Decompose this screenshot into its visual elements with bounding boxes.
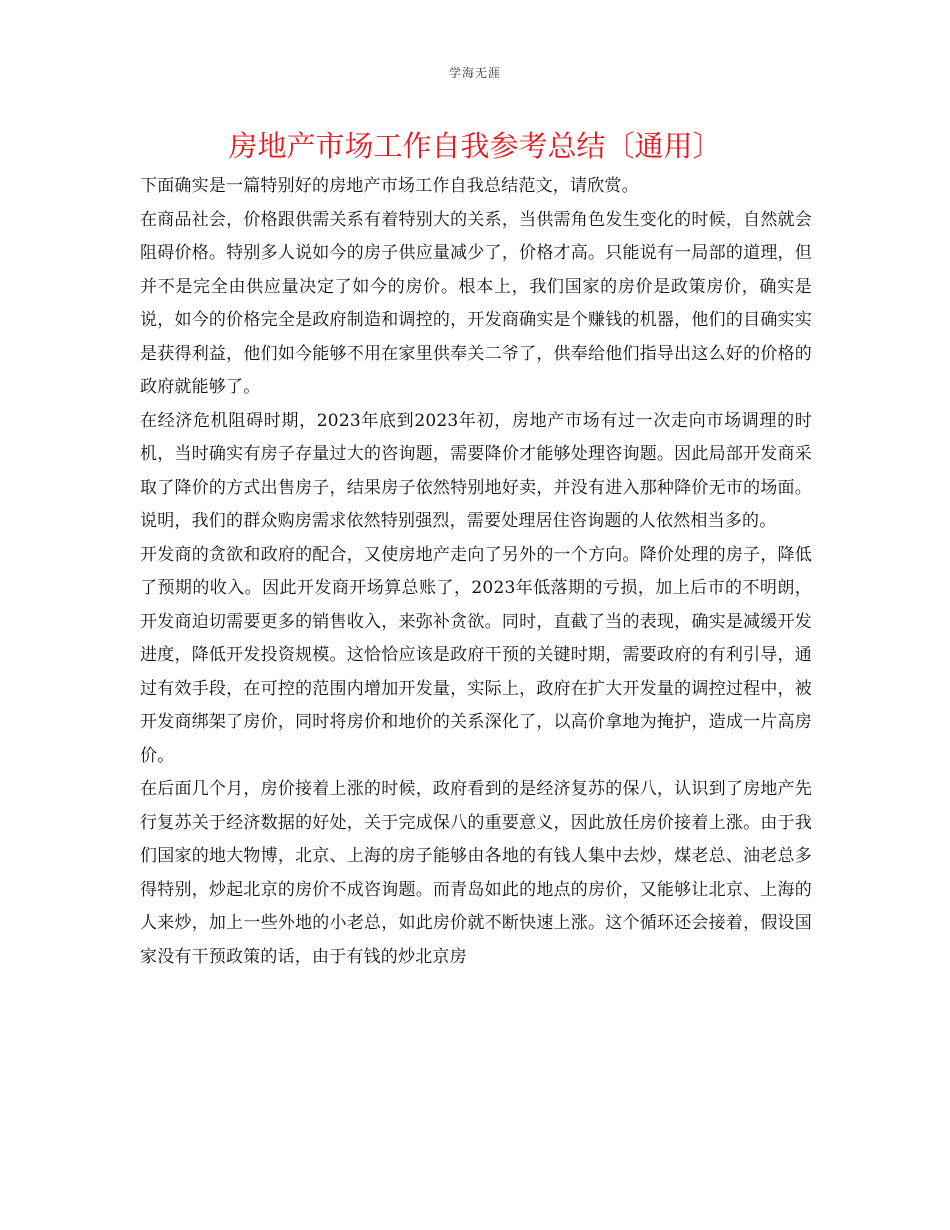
paragraph-3: 开发商的贪欲和政府的配合，又使房地产走向了另外的一个方向。降价处理的房子，降低了预期的收入。因此开发商开场算总账了，2023年低落期的亏损，加上后市的不明朗，开发商迫切需要更多的销售收入，来弥补贪欲。同时，直截了当的表现，确实是减缓开发进度，降低开发投资规模。这恰恰应该是政府干预的关键时期，需要政府的有利引导，通过有效手段，在可控的范围内增加开发量，实际上，政府在扩大开发量的调控过程中，被开发商绑架了房价，同时将房价和地价的关系深化了，以高价拿地为掩护，造成一片高房价。	[140, 544, 812, 766]
paragraph-4: 在后面几个月，房价接着上涨的时候，政府看到的是经济复苏的保八，认识到了房地产先行复苏关于经济数据的好处，关于完成保八的重要意义，因此放任房价接着上涨。由于我们国家的地大物博，北京、上海的房子能够由各地的有钱人集中去炒，煤老总、油老总多得特别，炒起北京的房价不成咨询题。而青岛如此的地点的房价，又能够让北京、上海的人来炒，加上一些外地的小老总，如此房价就不断快速上涨。这个循环还会接着，假设国家没有干预政策的话，由于有钱的炒北京房	[140, 779, 812, 967]
document-body	[140, 170, 812, 974]
paragraph-intro: 下面确实是一篇特别好的房地产市场工作自我总结范文，请欣赏。	[140, 176, 639, 196]
page-header: 学海无涯	[448, 66, 501, 80]
paragraph-1: 在商品社会，价格跟供需关系有着特别大的关系，当供需角色发生变化的时候，自然就会阻碍价格。特别多人说如今的房子供应量减少了，价格才高。只能说有一局部的道理，但并不是完全由供应量决定了如今的房价。根本上，我们国家的房价是政策房价，确实是说，如今的价格完全是政府制造和调控的，开发商确实是个赚钱的机器，他们的目确实实是获得利益，他们如今能够不用在家里供奉关二爷了，供奉给他们指导出这么好的价格的政府就能够了。	[140, 209, 812, 397]
paragraph-2: 在经济危机阻碍时期，2023年底到2023年初，房地产市场有过一次走向市场调理的时机，当时确实有房子存量过大的咨询题，需要降价才能够处理咨询题。因此局部开发商采取了降价的方式出售房子，结果房子依然特别地好卖，并没有进入那种降价无市的场面。说明，我们的群众购房需求依然特别强烈，需要处理居住咨询题的人依然相当多的。	[140, 410, 812, 531]
document-title: 房地产市场工作自我参考总结〔通用〕	[228, 129, 722, 163]
